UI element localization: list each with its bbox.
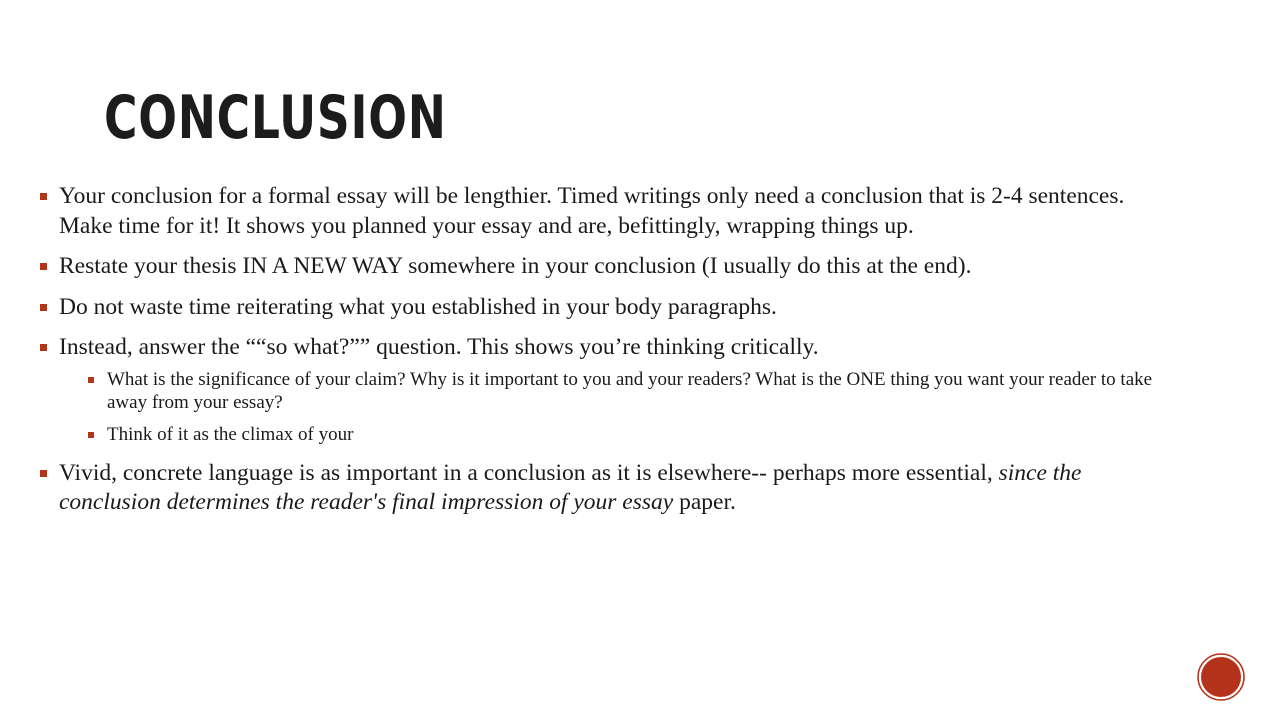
- sub-bullet-text: Think of it as the climax of your: [107, 423, 354, 445]
- bullet-item: [40, 459, 1160, 518]
- bullet-item: [40, 293, 1160, 323]
- sub-bullet-list: [59, 368, 1160, 446]
- sub-bullet-item: [80, 423, 1160, 446]
- sub-bullet-item: [80, 368, 1160, 414]
- bullet-item: [40, 252, 1160, 282]
- slide-title: CONCLUSION: [104, 83, 447, 153]
- slide-body: [40, 182, 1160, 529]
- slide-corner-mark-icon: [14, 80, 78, 144]
- bullet-text-italic: since the conclusion determines the reader's final impression of your essay: [59, 459, 1082, 515]
- bullet-text-end: paper.: [673, 489, 736, 515]
- circle-badge-icon: [1197, 653, 1245, 701]
- bullet-list: [40, 182, 1160, 518]
- bullet-item: [40, 182, 1160, 241]
- sub-bullet-text: What is the significance of your claim? Why is it important to you and your readers? What is the ONE thing you want your reader to take away from your essay?: [107, 368, 1153, 413]
- bullet-text: Restate your thesis IN A NEW WAY somewhere in your conclusion (I usually do this at the end).: [59, 253, 972, 279]
- bullet-item: [40, 333, 1160, 446]
- bullet-text: Do not waste time reiterating what you established in your body paragraphs.: [59, 293, 777, 320]
- bullet-text: Your conclusion for a formal essay will be lengthier. Timed writings only need a conclusion that is 2-4 sentences. Make time for it! It shows you planned your essay and are, befittingly, wrapping things up.: [59, 183, 1125, 239]
- bullet-text-start: Vivid, concrete language is as important in a conclusion as it is elsewhere-- perhaps more essential,: [59, 459, 999, 486]
- bullet-text: Instead, answer the ““so what?”” question. This shows you’re thinking critically.: [59, 334, 819, 360]
